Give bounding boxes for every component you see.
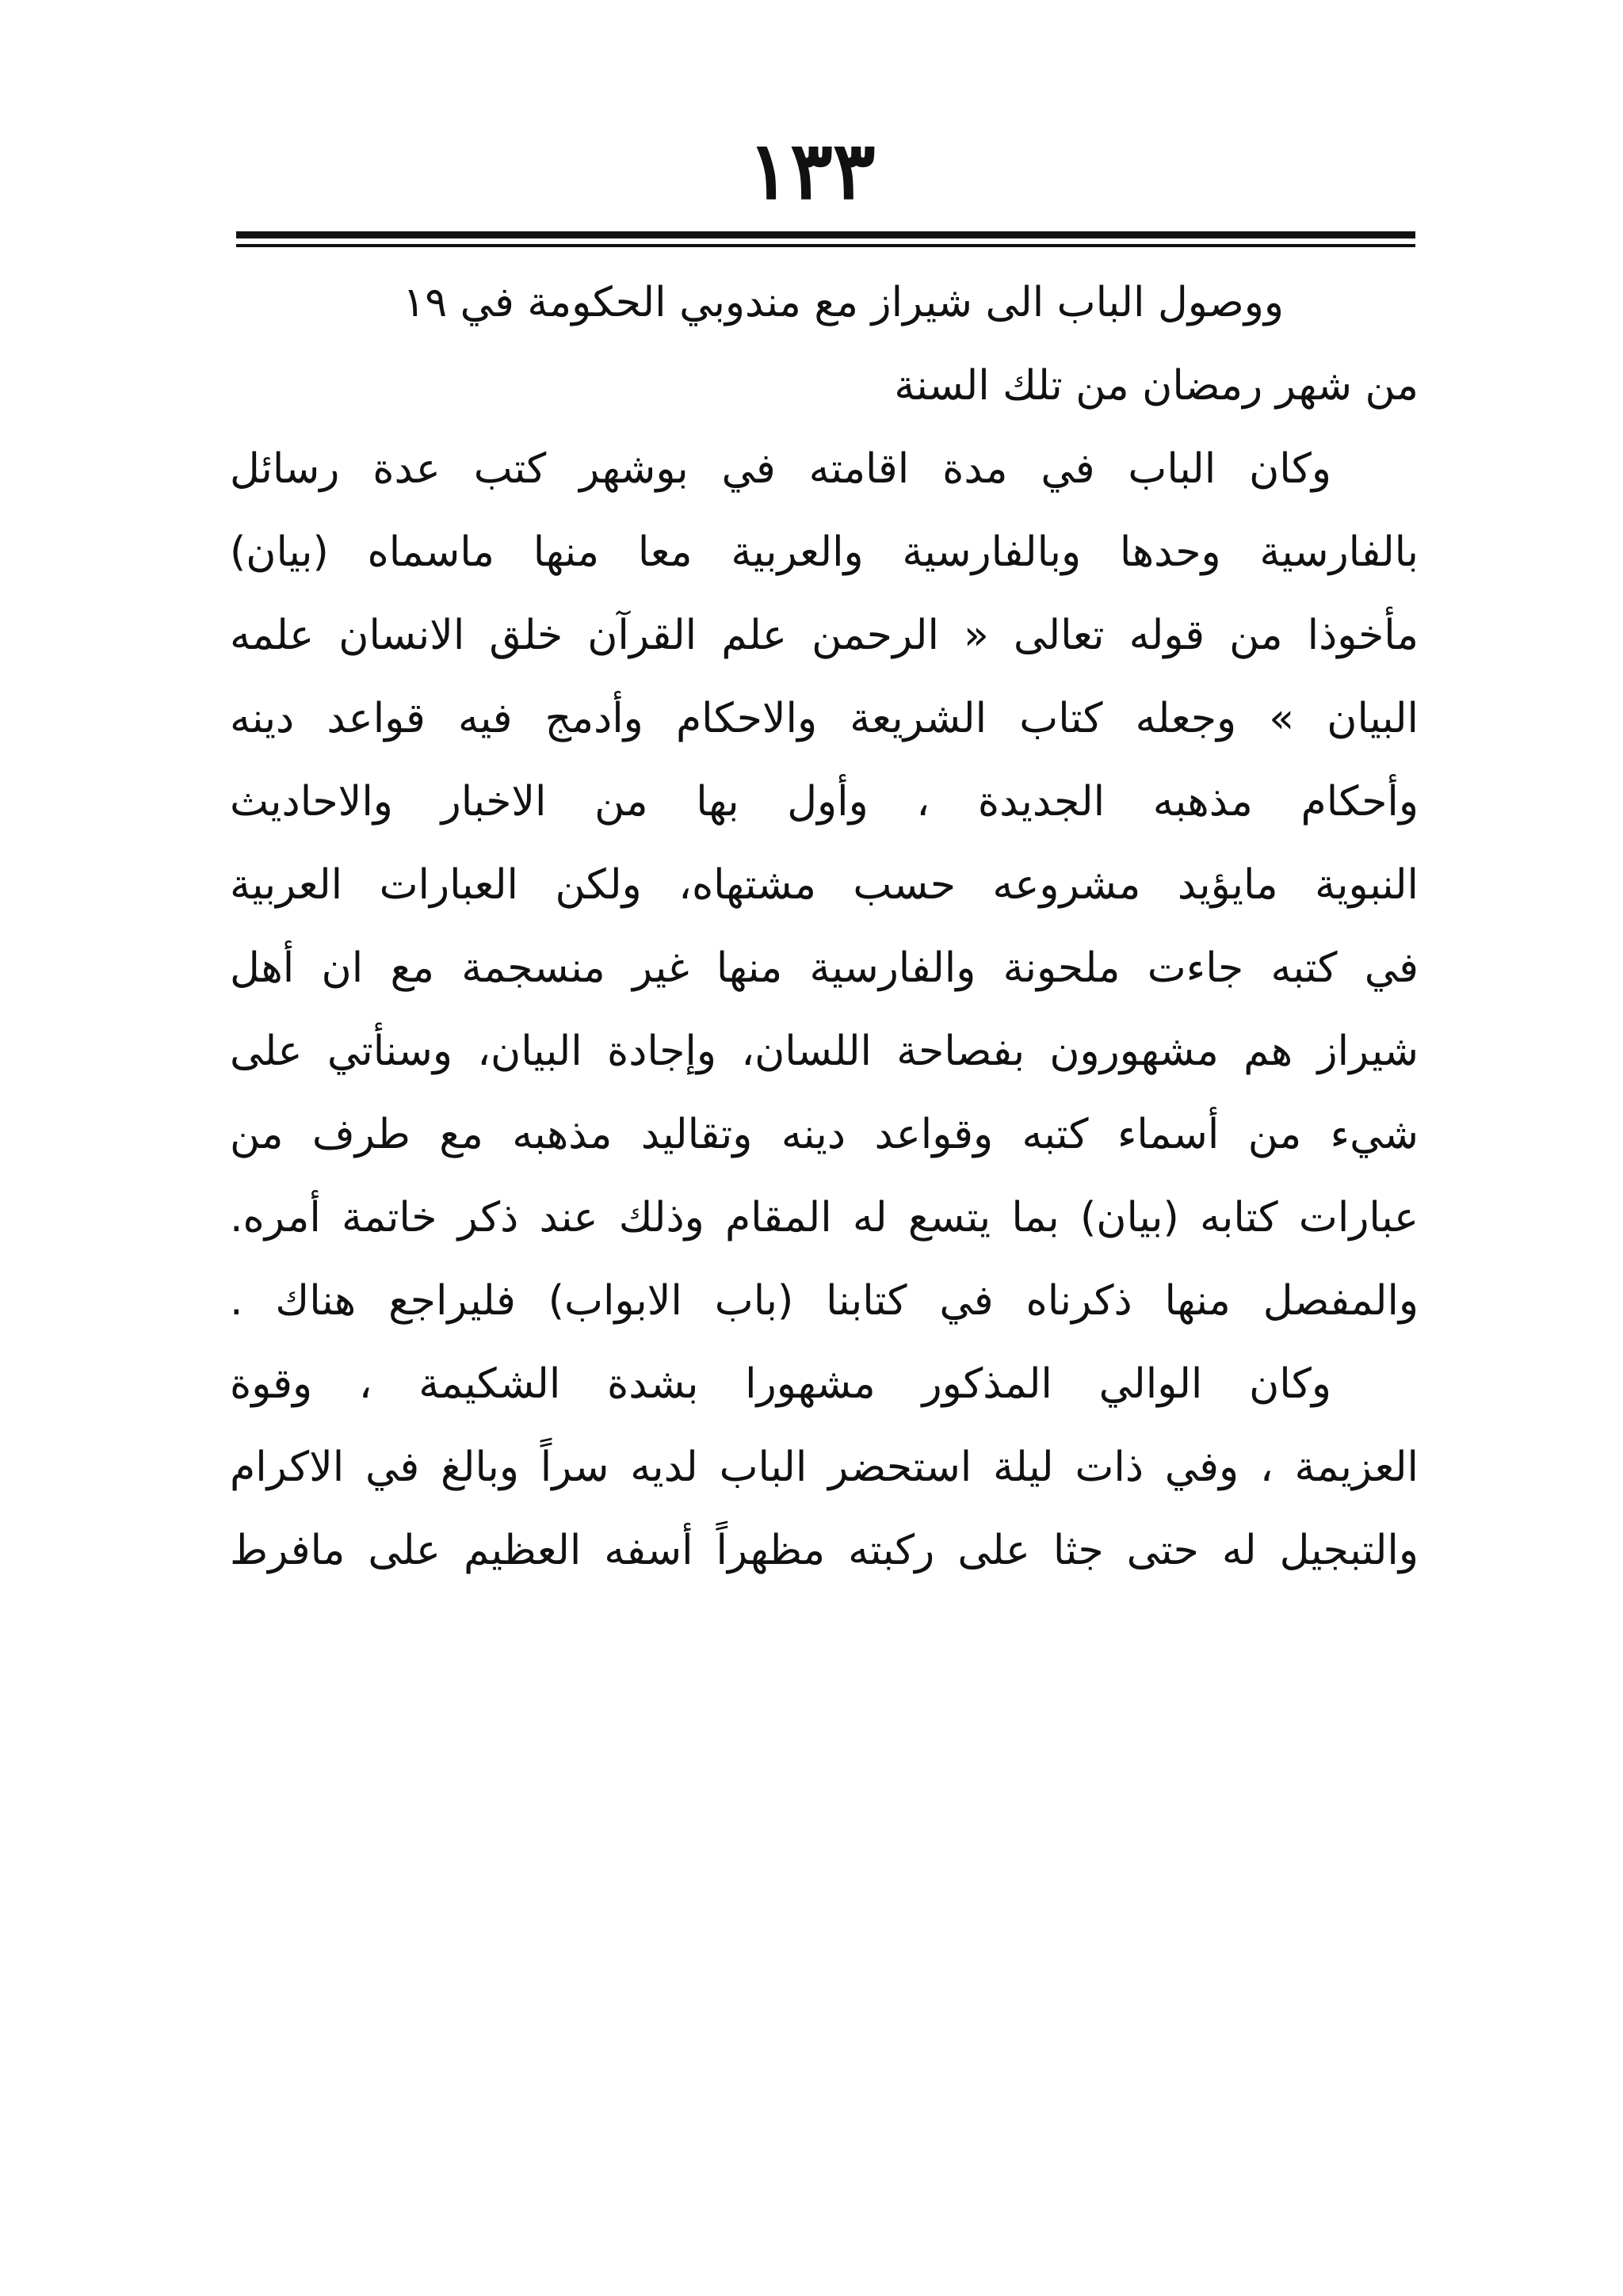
- text-line: مأخوذا من قوله تعالى « الرحمن علم القرآن خلق الانسان علمه: [230, 612, 1419, 659]
- header-rule-thin: [236, 244, 1415, 247]
- text-line: والتبجيل له حتى جثا على ركبته مظهراً أسفه العظيم على مافرط: [230, 1527, 1419, 1574]
- page-number: ١٣٣: [747, 124, 876, 217]
- text-line: عبارات كتابه (بيان) بما يتسع له المقام وذلك عند ذكر خاتمة أمره.: [230, 1194, 1419, 1241]
- text-line: من شهر رمضان من تلك السنة: [894, 362, 1419, 410]
- text-line: النبوية مايؤيد مشروعه حسب مشتهاه، ولكن العبارات العربية: [230, 861, 1419, 909]
- text-line: وكان الوالي المذكور مشهورا بشدة الشكيمة ، وقوة: [230, 1360, 1331, 1408]
- body-text: [230, 261, 1419, 1592]
- text-line: ووصول الباب الى شيراز مع مندوبي الحكومة في ١٩: [403, 279, 1284, 326]
- text-line: وكان الباب في مدة اقامته في بوشهر كتب عدة رسائل: [230, 445, 1331, 493]
- text-line: شيء من أسماء كتبه وقواعد دينه وتقاليد مذهبه مع طرف من: [230, 1111, 1419, 1158]
- header-rule-thick: [236, 231, 1415, 238]
- text-line: شيراز هم مشهورون بفصاحة اللسان، وإجادة البيان، وسنأتي على: [230, 1028, 1419, 1075]
- text-line: وأحكام مذهبه الجديدة ، وأول بها من الاخبار والاحاديث: [230, 778, 1419, 826]
- text-line: العزيمة ، وفي ذات ليلة استحضر الباب لديه سراً وبالغ في الاكرام: [230, 1444, 1419, 1491]
- text-line: والمفصل منها ذكرناه في كتابنا (باب الابواب) فليراجع هناك .: [230, 1277, 1419, 1325]
- text-line: في كتبه جاءت ملحونة والفارسية منها غير منسجمة مع ان أهل: [230, 944, 1419, 992]
- text-line: بالفارسية وحدها وبالفارسية والعربية معا منها ماسماه (بيان): [230, 528, 1419, 576]
- text-line: البيان » وجعله كتاب الشريعة والاحكام وأدمج فيه قواعد دينه: [230, 695, 1419, 742]
